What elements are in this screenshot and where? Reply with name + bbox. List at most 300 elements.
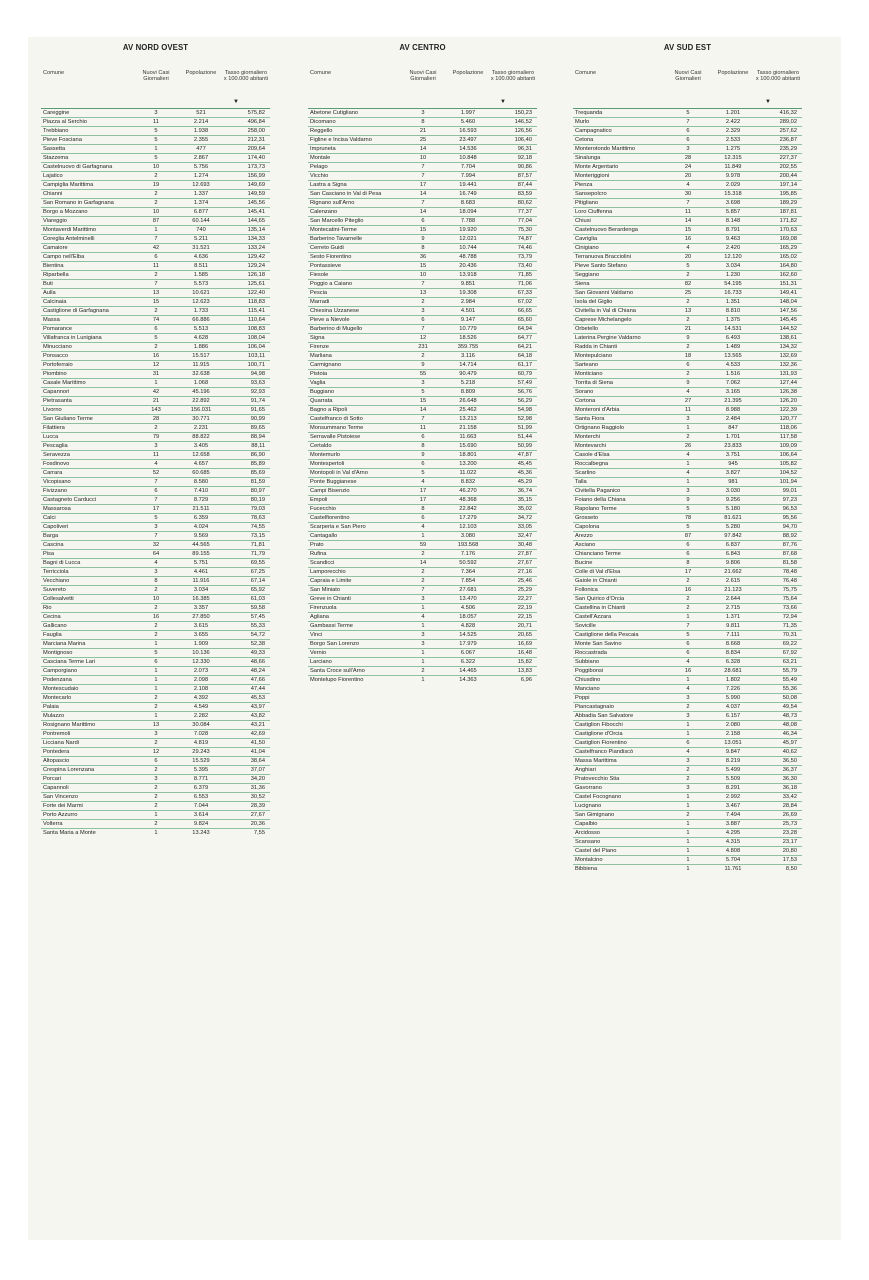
cell-comune: Santa Maria a Monte	[43, 830, 96, 836]
cell-nuovi-casi: 2	[421, 551, 425, 557]
cell-tasso: 48,24	[250, 668, 265, 674]
cell-popolazione: 5.280	[725, 524, 741, 530]
cell-nuovi-casi: 14	[419, 407, 427, 413]
cell-nuovi-casi: 28	[684, 155, 692, 161]
cell-nuovi-casi: 30	[684, 191, 692, 197]
cell-nuovi-casi: 11	[420, 425, 426, 431]
table-row	[308, 217, 537, 226]
table-row	[573, 325, 802, 334]
cell-comune: Calenzano	[310, 209, 338, 215]
cell-tasso: 73,66	[782, 605, 797, 611]
cell-popolazione: 359.755	[457, 344, 479, 350]
cell-nuovi-casi: 6	[686, 542, 690, 548]
table-row	[41, 586, 270, 595]
cell-tasso: 71,35	[782, 623, 797, 629]
cell-comune: Larciano	[310, 659, 332, 665]
header-comune[interactable]: Comune	[575, 70, 597, 76]
table-row	[41, 550, 270, 559]
table-row	[573, 496, 802, 505]
cell-tasso: 59,58	[250, 605, 265, 611]
cell-nuovi-casi: 42	[152, 245, 160, 251]
table-row	[573, 757, 802, 766]
cell-comune: Castiglione della Pescaia	[575, 632, 639, 638]
table-row	[41, 559, 270, 568]
cell-tasso: 71,81	[250, 542, 265, 548]
cell-comune: Terranuova Bracciolini	[575, 254, 631, 260]
header-tasso[interactable]: Tasso giornaliero x 100.000 abitanti	[755, 70, 801, 83]
table-row	[41, 271, 270, 280]
table-row	[573, 865, 802, 874]
table-row	[308, 289, 537, 298]
table-row	[308, 667, 537, 676]
table-row	[41, 262, 270, 271]
cell-comune: Vicchio	[310, 173, 329, 179]
header-popolazione[interactable]: Popolazione	[185, 70, 217, 76]
cell-comune: Santa Fiora	[575, 416, 605, 422]
cell-popolazione: 6.322	[460, 659, 476, 665]
table-row	[573, 766, 802, 775]
cell-nuovi-casi: 8	[421, 443, 425, 449]
table-row	[41, 478, 270, 487]
cell-comune: San Gimignano	[575, 812, 615, 818]
cell-nuovi-casi: 3	[421, 380, 425, 386]
header-tasso[interactable]: Tasso giornaliero x 100.000 abitanti	[223, 70, 269, 83]
cell-nuovi-casi: 4	[686, 659, 690, 665]
cell-popolazione: 5.499	[725, 767, 741, 773]
cell-tasso: 96,53	[782, 506, 797, 512]
table-row	[41, 334, 270, 343]
cell-popolazione: 5.395	[193, 767, 209, 773]
cell-tasso: 145,41	[247, 209, 265, 215]
cell-nuovi-casi: 3	[686, 695, 690, 701]
cell-comune: Gambassi Terme	[310, 623, 353, 629]
cell-tasso: 189,29	[779, 200, 797, 206]
cell-nuovi-casi: 2	[686, 776, 690, 782]
cell-tasso: 85,69	[250, 470, 265, 476]
cell-popolazione: 8.791	[725, 227, 741, 233]
cell-tasso: 227,37	[779, 155, 797, 161]
cell-popolazione: 66.886	[192, 317, 210, 323]
cell-comune: Ponsacco	[43, 353, 68, 359]
cell-tasso: 118,83	[248, 299, 265, 305]
cell-comune: Pratovecchio Stia	[575, 776, 620, 782]
cell-nuovi-casi: 2	[154, 632, 158, 638]
cell-nuovi-casi: 15	[419, 227, 427, 233]
table-row	[308, 676, 537, 685]
cell-popolazione: 10.848	[459, 155, 477, 161]
cell-tasso: 91,65	[250, 407, 265, 413]
cell-nuovi-casi: 1	[686, 731, 690, 737]
table-row	[573, 559, 802, 568]
cell-popolazione: 9.811	[726, 623, 740, 629]
table-row	[308, 271, 537, 280]
cell-comune: Fosdinovo	[43, 461, 70, 467]
cell-tasso: 32,47	[517, 533, 532, 539]
cell-popolazione: 45.196	[192, 389, 210, 395]
cell-comune: San Casciano in Val di Pesa	[310, 191, 382, 197]
cell-comune: Montale	[310, 155, 331, 161]
cell-popolazione: 19.308	[459, 290, 477, 296]
cell-popolazione: 12.120	[724, 254, 742, 260]
table-row	[573, 136, 802, 145]
cell-comune: Montescudaio	[43, 686, 79, 692]
cell-popolazione: 5.751	[193, 560, 209, 566]
cell-popolazione: 54.195	[724, 281, 742, 287]
cell-popolazione: 4.024	[193, 524, 209, 530]
cell-nuovi-casi: 24	[684, 164, 692, 170]
cell-popolazione: 7.854	[460, 578, 476, 584]
cell-tasso: 150,23	[514, 110, 532, 116]
cell-comune: Cantagallo	[310, 533, 338, 539]
cell-comune: Bientina	[43, 263, 64, 269]
cell-comune: Roccastrada	[575, 650, 607, 656]
cell-popolazione: 7.111	[726, 632, 740, 638]
cell-popolazione: 46.270	[459, 488, 477, 494]
sort-desc-icon[interactable]: ▼	[233, 99, 239, 105]
cell-popolazione: 11.915	[192, 362, 210, 368]
cell-comune: Monterchi	[575, 434, 600, 440]
cell-nuovi-casi: 231	[418, 344, 428, 350]
cell-popolazione: 3.034	[193, 587, 209, 593]
cell-comune: Monsummano Terme	[310, 425, 364, 431]
table-row	[573, 487, 802, 496]
cell-nuovi-casi: 2	[154, 173, 158, 179]
table-row	[41, 766, 270, 775]
cell-popolazione: 16.385	[192, 596, 210, 602]
cell-tasso: 49,54	[782, 704, 797, 710]
cell-popolazione: 9.806	[725, 560, 741, 566]
cell-comune: Pontassieve	[310, 263, 341, 269]
cell-tasso: 49,33	[250, 650, 265, 656]
cell-comune: Barberino di Mugello	[310, 326, 363, 332]
cell-popolazione: 6.067	[460, 650, 476, 656]
cell-nuovi-casi: 14	[684, 218, 692, 224]
cell-popolazione: 4.295	[725, 830, 741, 836]
cell-tasso: 148,04	[779, 299, 797, 305]
sort-desc-icon[interactable]: ▼	[765, 99, 771, 105]
cell-nuovi-casi: 6	[421, 434, 425, 440]
cell-popolazione: 1.516	[725, 371, 741, 377]
cell-nuovi-casi: 3	[154, 110, 158, 116]
cell-nuovi-casi: 2	[421, 353, 425, 359]
cell-comune: Chiusdino	[575, 677, 601, 683]
cell-popolazione: 2.214	[193, 119, 209, 125]
table-row	[573, 577, 802, 586]
cell-nuovi-casi: 7	[686, 119, 690, 125]
cell-nuovi-casi: 6	[686, 128, 690, 134]
table-row	[573, 190, 802, 199]
cell-comune: Barga	[43, 533, 59, 539]
cell-nuovi-casi: 1	[686, 794, 690, 800]
cell-comune: Sansepolcro	[575, 191, 607, 197]
table-row	[308, 370, 537, 379]
cell-nuovi-casi: 87	[152, 218, 160, 224]
cell-comune: Cinigiano	[575, 245, 599, 251]
cell-comune: Bagno a Ripoli	[310, 407, 347, 413]
cell-comune: Filattiera	[43, 425, 65, 431]
cell-tasso: 69,22	[782, 641, 797, 647]
table-row	[41, 127, 270, 136]
cell-nuovi-casi: 16	[684, 236, 692, 242]
cell-popolazione: 11.022	[459, 470, 477, 476]
header-popolazione[interactable]: Popolazione	[717, 70, 749, 76]
cell-nuovi-casi: 5	[154, 335, 158, 341]
cell-tasso: 212,31	[247, 137, 265, 143]
cell-popolazione: 21.511	[192, 506, 210, 512]
column-title: AV NORD OVEST	[122, 43, 189, 52]
table-row	[41, 523, 270, 532]
table-row	[573, 541, 802, 550]
cell-popolazione: 2.420	[725, 245, 741, 251]
cell-popolazione: 1.371	[725, 614, 741, 620]
cell-nuovi-casi: 1	[421, 677, 425, 683]
cell-popolazione: 16.749	[459, 191, 477, 197]
table-row	[573, 109, 802, 118]
cell-tasso: 73,79	[517, 254, 532, 260]
table-row	[41, 631, 270, 640]
cell-nuovi-casi: 3	[421, 110, 425, 116]
cell-comune: Carrara	[43, 470, 63, 476]
cell-comune: Calci	[43, 515, 56, 521]
cell-tasso: 47,87	[517, 452, 532, 458]
table-row	[41, 784, 270, 793]
cell-comune: Portoferraio	[43, 362, 73, 368]
cell-nuovi-casi: 3	[421, 308, 425, 314]
cell-comune: Civitella Paganico	[575, 488, 621, 494]
cell-tasso: 52,98	[517, 416, 532, 422]
cell-tasso: 132,69	[779, 353, 797, 359]
cell-nuovi-casi: 2	[154, 821, 158, 827]
cell-comune: Castiglion Fibocchi	[575, 722, 623, 728]
table-row	[573, 118, 802, 127]
cell-popolazione: 5.573	[193, 281, 209, 287]
table-row	[41, 487, 270, 496]
cell-comune: Podenzana	[43, 677, 72, 683]
table-row	[308, 127, 537, 136]
table-row	[573, 181, 802, 190]
table-row	[308, 595, 537, 604]
cell-comune: Monte San Savino	[575, 641, 622, 647]
header-comune[interactable]: Comune	[310, 70, 332, 76]
cell-tasso: 115,41	[248, 308, 265, 314]
cell-popolazione: 20.436	[459, 263, 477, 269]
header-nuovi-casi[interactable]: Nuovi Casi Giornalieri	[674, 70, 702, 83]
cell-popolazione: 48.368	[459, 497, 477, 503]
cell-popolazione: 7.494	[725, 812, 741, 818]
cell-nuovi-casi: 13	[684, 308, 692, 314]
table-row	[573, 406, 802, 415]
sort-desc-icon[interactable]: ▼	[500, 99, 506, 105]
header-comune[interactable]: Comune	[43, 70, 65, 76]
table-row	[41, 820, 270, 829]
cell-comune: Pelago	[310, 164, 328, 170]
cell-nuovi-casi: 4	[154, 461, 158, 467]
table-row	[308, 586, 537, 595]
cell-comune: Pomarance	[43, 326, 73, 332]
cell-tasso: 149,59	[247, 191, 265, 197]
table-row	[308, 316, 537, 325]
table-row	[573, 802, 802, 811]
cell-nuovi-casi: 1	[686, 677, 690, 683]
cell-nuovi-casi: 74	[152, 317, 160, 323]
cell-comune: Collesalvetti	[43, 596, 74, 602]
cell-comune: Santa Croce sull'Arno	[310, 668, 365, 674]
table-row	[41, 352, 270, 361]
cell-nuovi-casi: 10	[152, 596, 160, 602]
cell-tasso: 71,79	[250, 551, 265, 557]
cell-popolazione: 44.565	[192, 542, 210, 548]
cell-nuovi-casi: 13	[152, 290, 160, 296]
table-row	[308, 379, 537, 388]
header-nuovi-casi[interactable]: Nuovi Casi Giornalieri	[409, 70, 437, 83]
cell-tasso: 95,56	[782, 515, 797, 521]
cell-tasso: 67,92	[782, 650, 797, 656]
cell-popolazione: 17.979	[459, 641, 477, 647]
cell-comune: Piombino	[43, 371, 67, 377]
cell-comune: Terricciola	[43, 569, 69, 575]
table-row	[573, 685, 802, 694]
header-nuovi-casi[interactable]: Nuovi Casi Giornalieri	[142, 70, 170, 83]
cell-popolazione: 21.395	[724, 398, 742, 404]
cell-tasso: 48,73	[782, 713, 797, 719]
cell-popolazione: 15.690	[459, 443, 477, 449]
cell-comune: Laterina Pergine Valdarno	[575, 335, 641, 341]
table-row	[308, 397, 537, 406]
table-row	[41, 172, 270, 181]
cell-tasso: 37,07	[250, 767, 265, 773]
cell-popolazione: 8.771	[193, 776, 209, 782]
cell-tasso: 43,21	[250, 722, 265, 728]
cell-popolazione: 15.517	[192, 353, 210, 359]
table-row	[41, 622, 270, 631]
cell-tasso: 27,67	[250, 812, 265, 818]
table-row	[573, 244, 802, 253]
cell-comune: Cecina	[43, 614, 61, 620]
cell-popolazione: 13.470	[459, 596, 477, 602]
cell-comune: Massa	[43, 317, 60, 323]
cell-popolazione: 5.211	[194, 236, 208, 242]
cell-tasso: 90,86	[517, 164, 532, 170]
table-row	[41, 793, 270, 802]
cell-tasso: 88,92	[782, 533, 797, 539]
cell-popolazione: 1.275	[725, 146, 741, 152]
cell-nuovi-casi: 1	[154, 668, 158, 674]
cell-comune: Serravalle Pistoiese	[310, 434, 361, 440]
cell-comune: Lamporecchio	[310, 569, 346, 575]
cell-tasso: 88,94	[250, 434, 265, 440]
header-tasso[interactable]: Tasso giornaliero x 100.000 abitanti	[490, 70, 536, 83]
cell-popolazione: 21.158	[459, 425, 477, 431]
cell-tasso: 20,80	[782, 848, 797, 854]
cell-nuovi-casi: 9	[421, 452, 425, 458]
cell-comune: Calcinaia	[43, 299, 67, 305]
cell-popolazione: 27.681	[459, 587, 477, 593]
table-row	[41, 595, 270, 604]
header-popolazione[interactable]: Popolazione	[452, 70, 484, 76]
cell-comune: Lastra a Signa	[310, 182, 347, 188]
cell-tasso: 67,33	[517, 290, 532, 296]
cell-tasso: 146,52	[514, 119, 532, 125]
cell-tasso: 162,60	[779, 272, 797, 278]
cell-nuovi-casi: 6	[154, 326, 158, 332]
cell-tasso: 55,33	[250, 623, 265, 629]
cell-popolazione: 3.614	[193, 812, 209, 818]
cell-comune: Barberino Tavarnelle	[310, 236, 363, 242]
cell-comune: Ponte Buggianese	[310, 479, 357, 485]
cell-tasso: 45,45	[517, 461, 532, 467]
cell-comune: Agliana	[310, 614, 329, 620]
cell-popolazione: 1.997	[460, 110, 476, 116]
cell-popolazione: 11.761	[724, 866, 742, 872]
cell-nuovi-casi: 2	[154, 623, 158, 629]
cell-popolazione: 13.200	[459, 461, 477, 467]
cell-tasso: 94,70	[782, 524, 797, 530]
cell-popolazione: 1.351	[725, 299, 741, 305]
table-row	[41, 298, 270, 307]
cell-nuovi-casi: 5	[686, 110, 690, 116]
cell-tasso: 31,36	[250, 785, 265, 791]
cell-popolazione: 26.648	[459, 398, 477, 404]
cell-popolazione: 19.441	[459, 182, 477, 188]
cell-comune: Careggine	[43, 110, 70, 116]
cell-tasso: 80,62	[517, 200, 532, 206]
cell-comune: Castelnuovo Berardenga	[575, 227, 638, 233]
cell-nuovi-casi: 25	[684, 290, 692, 296]
cell-nuovi-casi: 1	[686, 857, 690, 863]
cell-tasso: 125,61	[247, 281, 265, 287]
table-row	[308, 514, 537, 523]
cell-comune: Sarteano	[575, 362, 599, 368]
cell-comune: Vecchiano	[43, 578, 70, 584]
cell-comune: Suvereto	[43, 587, 66, 593]
cell-comune: Gavorrano	[575, 785, 602, 791]
cell-tasso: 27,87	[517, 551, 532, 557]
cell-comune: Prato	[310, 542, 324, 548]
cell-nuovi-casi: 11	[153, 263, 159, 269]
cell-nuovi-casi: 2	[154, 794, 158, 800]
cell-comune: Sesto Fiorentino	[310, 254, 352, 260]
cell-comune: Sinalunga	[575, 155, 601, 161]
cell-tasso: 144,65	[247, 218, 265, 224]
cell-nuovi-casi: 1	[686, 614, 690, 620]
cell-popolazione: 5.857	[725, 209, 741, 215]
cell-tasso: 120,77	[779, 416, 797, 422]
cell-popolazione: 521	[196, 110, 206, 116]
table-row	[573, 811, 802, 820]
cell-comune: Anghiari	[575, 767, 596, 773]
cell-comune: Rufina	[310, 551, 327, 557]
cell-comune: Caprese Michelangelo	[575, 317, 632, 323]
cell-popolazione: 12.330	[192, 659, 210, 665]
cell-nuovi-casi: 2	[421, 578, 425, 584]
cell-nuovi-casi: 5	[686, 524, 690, 530]
table-row	[573, 226, 802, 235]
cell-nuovi-casi: 7	[421, 587, 425, 593]
cell-popolazione: 4.819	[193, 740, 209, 746]
cell-popolazione: 5.513	[193, 326, 209, 332]
cell-popolazione: 1.201	[725, 110, 741, 116]
table-row	[41, 460, 270, 469]
table-row	[41, 199, 270, 208]
table-row	[308, 298, 537, 307]
cell-comune: Reggello	[310, 128, 333, 134]
cell-nuovi-casi: 52	[152, 470, 160, 476]
cell-comune: Castiglione d'Orcia	[575, 731, 623, 737]
cell-popolazione: 13.051	[724, 740, 742, 746]
table-row	[308, 280, 537, 289]
cell-tasso: 106,04	[247, 344, 265, 350]
table-row	[308, 235, 537, 244]
